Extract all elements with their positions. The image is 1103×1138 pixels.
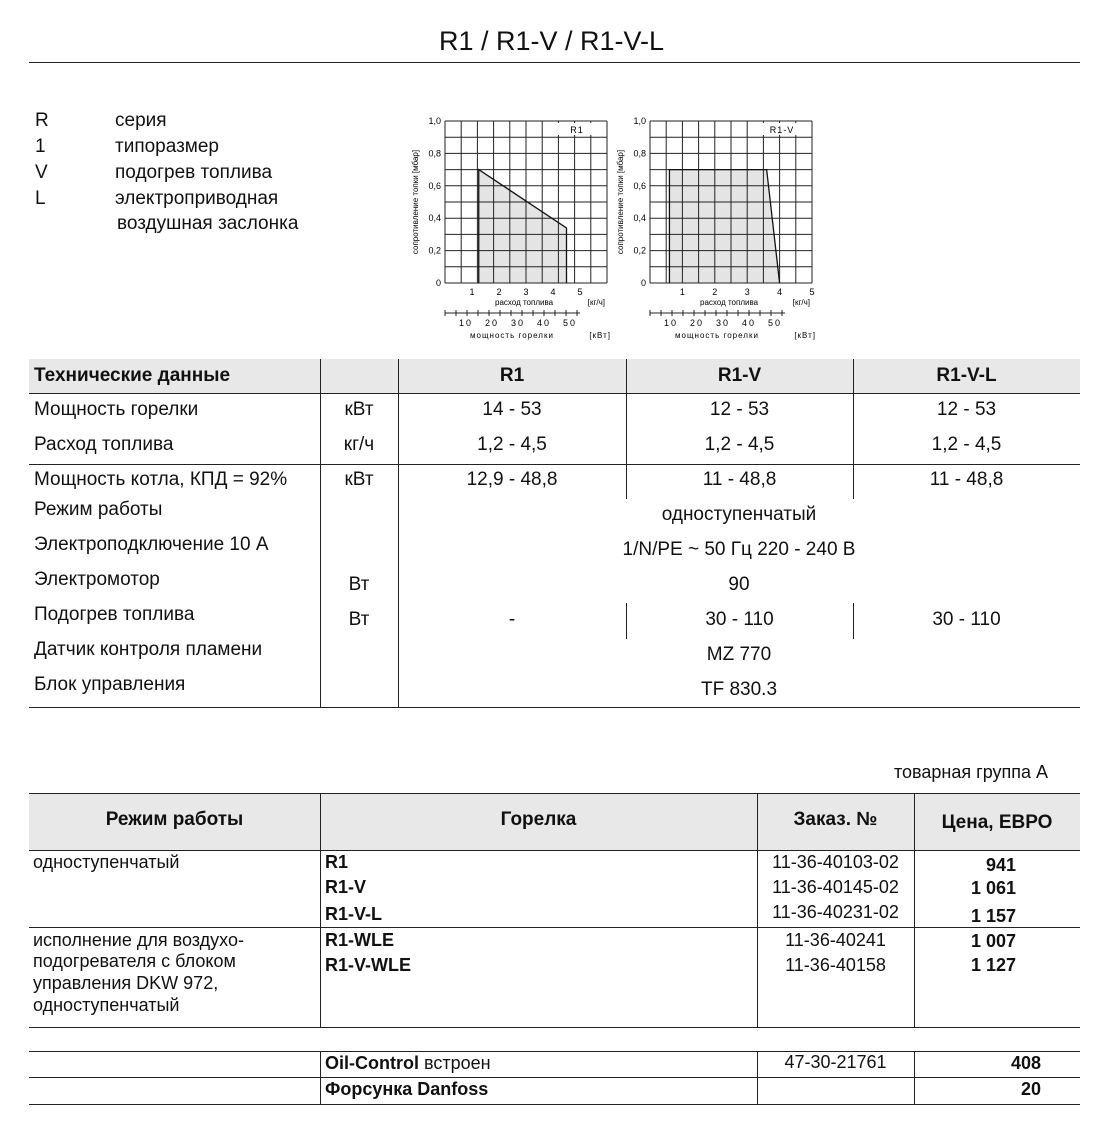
spec-span-cell: TF 830.3 <box>700 679 778 700</box>
chart-y-axis-label: сопротивление топки [мбар] <box>411 149 420 255</box>
accessory-order-number: 47-30-21761 <box>784 1052 887 1072</box>
spec-row-unit: Вт <box>348 574 370 595</box>
legend-value: серия <box>115 110 167 131</box>
chart-x-tick-label: 1 <box>469 287 475 297</box>
chart-x-tick-label: 3 <box>744 287 750 297</box>
order-header-mode: Режим работы <box>105 809 244 830</box>
chart-x-tick-label: 2 <box>496 287 502 297</box>
legend-value-continued: воздушная заслонка <box>117 213 299 234</box>
legend-key: V <box>35 162 48 183</box>
chart-x-tick-label: 5 <box>577 287 583 297</box>
accessory-name-bold: Oil-Control <box>325 1053 419 1073</box>
spec-header-r1-v: R1-V <box>717 365 762 386</box>
order-table-bottom-rule <box>29 1027 1080 1028</box>
chart-y-tick-label: 0 <box>435 278 441 288</box>
chart-y-tick-label: 0,2 <box>633 245 646 256</box>
spec-cell: 1,2 - 4,5 <box>704 434 775 455</box>
chart-r1 <box>405 110 625 342</box>
accessory-name-rest: встроен <box>418 1053 491 1073</box>
chart-secondary-axis-label: мощность горелки <box>675 331 759 340</box>
accessories-bottom-rule <box>29 1104 1080 1105</box>
chart-secondary-tick-label: 40 <box>741 318 757 328</box>
accessory-name <box>325 1079 488 1100</box>
chart-secondary-tick-label: 10 <box>663 318 679 328</box>
spec-cell: - <box>508 609 516 630</box>
spec-row-label: Мощность котла, КПД = 92% <box>34 469 288 490</box>
chart-secondary-tick-label: 50 <box>562 318 578 328</box>
order-mode-text: управления DKW 972, <box>33 973 219 993</box>
spec-row-unit: Вт <box>348 609 370 630</box>
spec-span-cell: MZ 770 <box>706 644 772 665</box>
chart-x-tick-label: 3 <box>523 287 529 297</box>
spec-cell: 1,2 - 4,5 <box>477 434 547 455</box>
order-header-order-no: Заказ. № <box>793 809 878 830</box>
spec-cell: 14 - 53 <box>482 399 542 420</box>
spec-header-rule <box>29 393 1080 394</box>
legend-key: R <box>35 110 49 131</box>
chart-secondary-tick-label: 50 <box>767 318 783 328</box>
spec-row-label: Мощность горелки <box>34 399 199 420</box>
order-number: 11-36-40103-02 <box>772 852 899 872</box>
order-mode-text: исполнение для воздухо- <box>33 930 244 950</box>
spec-row-label: Расход топлива <box>34 434 174 455</box>
order-burner: R1-V-WLE <box>325 955 412 975</box>
chart-secondary-tick-label: 30 <box>510 318 526 328</box>
chart-secondary-axis-unit: [кВт] <box>589 331 611 340</box>
title-rule <box>29 62 1080 63</box>
page-title: R1 / R1-V / R1-V-L <box>438 26 665 56</box>
chart-x-tick-label: 4 <box>777 287 783 297</box>
accessories-col-divider <box>320 1051 321 1104</box>
chart-y-tick-label: 0,2 <box>428 245 441 256</box>
spec-header-label: Технические данные <box>34 365 231 386</box>
legend-value: электроприводная <box>115 188 279 209</box>
accessories-mid-rule <box>29 1077 1080 1078</box>
order-price: 1 007 <box>970 931 1016 951</box>
order-burner: R1-V <box>325 877 367 897</box>
legend-value: типоразмер <box>115 136 219 157</box>
legend-key: L <box>35 188 46 209</box>
spec-row-label: Подогрев топлива <box>34 604 195 625</box>
order-mode-text: подогревателя с блоком <box>33 951 236 971</box>
order-number: 11-36-40158 <box>785 955 886 975</box>
order-mode-text: одноступенчатый <box>33 852 180 872</box>
chart-secondary-tick-label: 20 <box>484 318 500 328</box>
chart-y-axis-label: сопротивление топки [мбар] <box>616 149 625 255</box>
spec-cell: 12 - 53 <box>709 399 770 420</box>
accessories-top-rule <box>29 1051 1080 1052</box>
chart-x-tick-label: 1 <box>679 287 685 297</box>
spec-row-label: Режим работы <box>34 499 163 520</box>
spec-span-cell: одноступенчатый <box>661 504 817 525</box>
accessory-price: 20 <box>1020 1079 1041 1099</box>
accessory-price: 408 <box>1010 1053 1041 1073</box>
chart-secondary-axis-label: мощность горелки <box>470 331 554 340</box>
legend-value: подогрев топлива <box>115 162 273 183</box>
chart-secondary-tick-label: 20 <box>689 318 705 328</box>
chart-y-tick-label: 0,4 <box>428 213 441 224</box>
spec-cell: 30 - 110 <box>932 609 1001 630</box>
spec-cell: 30 - 110 <box>705 609 774 630</box>
chart-y-tick-label: 0,4 <box>633 213 646 224</box>
order-number: 11-36-40145-02 <box>772 877 899 897</box>
chart-r1-v <box>610 110 830 342</box>
spec-cell: 1,2 - 4,5 <box>931 434 1002 455</box>
chart-title: R1 <box>570 125 584 135</box>
spec-header-r1-v-l: R1-V-L <box>936 365 997 386</box>
chart-y-tick-label: 1,0 <box>633 116 646 126</box>
accessory-name <box>325 1053 491 1074</box>
spec-cell: 11 - 48,8 <box>702 469 777 490</box>
chart-x-axis-label: расход топлива <box>700 298 759 307</box>
chart-y-tick-label: 0,8 <box>428 148 441 159</box>
chart-y-tick-label: 0,6 <box>428 180 441 191</box>
order-price: 941 <box>985 855 1016 875</box>
order-header-price: Цена, ЕВРО <box>941 812 1053 833</box>
spec-section-rule <box>29 464 1080 465</box>
spec-row-unit: кВт <box>344 469 374 490</box>
spec-table-bottom-rule <box>29 707 1080 708</box>
chart-secondary-axis-unit: [кВт] <box>794 331 816 340</box>
spec-cell: 11 - 48,8 <box>929 469 1004 490</box>
spec-cell: 12,9 - 48,8 <box>466 469 558 490</box>
order-burner: R1-V-L <box>325 904 383 924</box>
spec-row-label: Электроподключение 10 А <box>34 534 269 555</box>
order-number: 11-36-40241 <box>785 930 886 950</box>
chart-x-tick-label: 4 <box>550 287 556 297</box>
chart-x-axis-label: расход топлива <box>495 298 554 307</box>
chart-area-fill <box>479 170 567 283</box>
order-header-rule <box>29 850 1080 851</box>
order-price: 1 061 <box>970 878 1016 898</box>
order-burner: R1-WLE <box>325 930 394 950</box>
order-number: 11-36-40231-02 <box>772 902 899 922</box>
chart-y-tick-label: 1,0 <box>428 116 441 126</box>
order-table-top-rule <box>29 793 1080 794</box>
spec-header-r1: R1 <box>499 365 525 386</box>
spec-span-cell: 90 <box>728 574 750 595</box>
chart-x-tick-label: 5 <box>809 287 815 297</box>
order-group-rule <box>29 927 1080 928</box>
accessory-name-bold: Форсунка Danfoss <box>325 1079 489 1099</box>
order-price: 1 127 <box>970 955 1016 975</box>
spec-row-label: Электромотор <box>34 569 160 590</box>
chart-y-tick-label: 0,6 <box>633 180 646 191</box>
order-price: 1 157 <box>970 906 1016 926</box>
accessories-col-divider <box>914 1051 915 1104</box>
product-group-label: товарная группа А <box>894 762 1049 782</box>
chart-secondary-tick-label: 10 <box>458 318 474 328</box>
spec-row-label: Датчик контроля пламени <box>34 639 263 660</box>
chart-y-tick-label: 0 <box>640 278 646 288</box>
chart-y-tick-label: 0,8 <box>633 148 646 159</box>
legend-key: 1 <box>35 136 46 157</box>
order-mode-text: одноступенчатый <box>33 995 180 1015</box>
spec-cell: 12 - 53 <box>936 399 997 420</box>
order-header-burner: Горелка <box>500 809 577 830</box>
spec-span-cell: 1/N/PE ~ 50 Гц 220 - 240 В <box>622 539 856 560</box>
chart-title: R1-V <box>769 125 795 135</box>
chart-x-tick-label: 2 <box>712 287 718 297</box>
chart-x-axis-unit: [кг/ч] <box>792 298 810 307</box>
order-burner: R1 <box>325 852 349 872</box>
spec-row-unit: кВт <box>344 399 374 420</box>
chart-x-axis-unit: [кг/ч] <box>587 298 605 307</box>
spec-row-label: Блок управления <box>34 674 186 695</box>
chart-secondary-tick-label: 40 <box>536 318 552 328</box>
chart-secondary-tick-label: 30 <box>715 318 731 328</box>
spec-row-unit: кг/ч <box>343 434 375 455</box>
